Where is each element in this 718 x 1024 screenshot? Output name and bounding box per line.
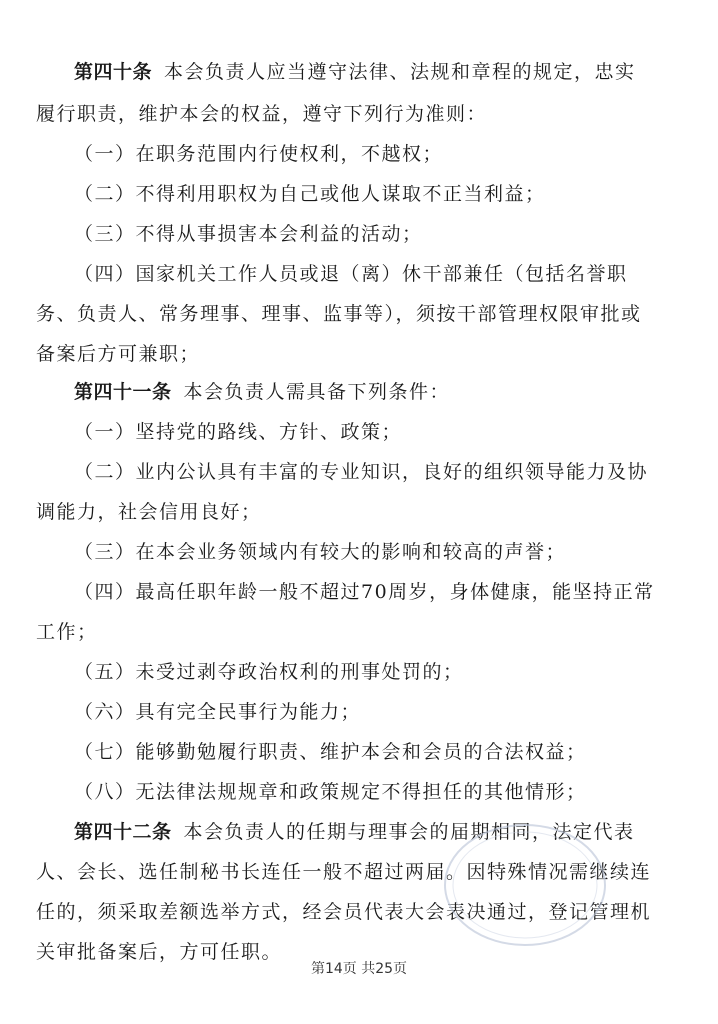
article-41-item-8: （八）无法律法规规章和政策规定不得担任的其他情形；	[74, 781, 587, 803]
article-41-item-5: （五）未受过剥夺政治权利的刑事处罚的；	[74, 661, 464, 683]
article-41-item-7: （七）能够勤勉履行职责、维护本会和会员的合法权益；	[74, 741, 587, 763]
article-40-item-4: （四）国家机关工作人员或退（离）休干部兼任（包括名誉职	[74, 263, 628, 285]
article-42-heading: 第四十二条	[74, 821, 172, 843]
article-41-first-line	[74, 380, 450, 404]
article-41-item-3: （三）在本会业务领域内有较大的影响和较高的声誉；	[74, 541, 567, 563]
article-40-text-2: 履行职责，维护本会的权益，遵守下列行为准则：	[36, 103, 488, 125]
article-41-item-4: （四）最高任职年龄一般不超过70周岁，身体健康，能坚持正常	[74, 581, 655, 603]
article-42-text-2: 人、会长、选任制秘书长连任一般不超过两届。因特殊情况需继续连	[36, 861, 652, 883]
article-41-heading: 第四十一条	[74, 381, 172, 403]
article-42-text-4: 关审批备案后，方可任职。	[36, 941, 283, 963]
article-41-item-1: （一）坚持党的路线、方针、政策；	[74, 421, 403, 443]
article-42-text-1: 本会负责人的任期与理事会的届期相同，法定代表	[183, 821, 635, 843]
article-40-item-4-cont: 务、负责人、常务理事、理事、监事等），须按干部管理权限审批或	[36, 303, 642, 325]
article-40-item-2: （二）不得利用职权为自己或他人谋取不正当利益；	[74, 183, 546, 205]
article-41-text-1: 本会负责人需具备下列条件：	[183, 381, 451, 403]
article-41-item-2-cont: 调能力，社会信用良好；	[36, 501, 262, 523]
article-42-text-3: 任的，须采取差额选举方式，经会员代表大会表决通过，登记管理机	[36, 901, 652, 923]
article-40-heading: 第四十条	[74, 61, 153, 83]
article-40-text-1: 本会负责人应当遵守法律、法规和章程的规定，忠实	[164, 61, 636, 83]
article-40-first-line	[74, 60, 636, 84]
article-41-item-6: （六）具有完全民事行为能力；	[74, 701, 362, 723]
article-41-item-4-cont: 工作；	[36, 621, 98, 643]
official-seal	[440, 820, 610, 950]
article-40-item-3: （三）不得从事损害本会利益的活动；	[74, 223, 423, 245]
article-40-item-4-end: 备案后方可兼职；	[36, 343, 201, 365]
article-41-item-2: （二）业内公认具有丰富的专业知识，良好的组织领导能力及协	[74, 461, 649, 483]
page-number: 第14页 共25页	[310, 961, 408, 977]
article-40-item-1: （一）在职务范围内行使权利，不越权；	[74, 143, 444, 165]
